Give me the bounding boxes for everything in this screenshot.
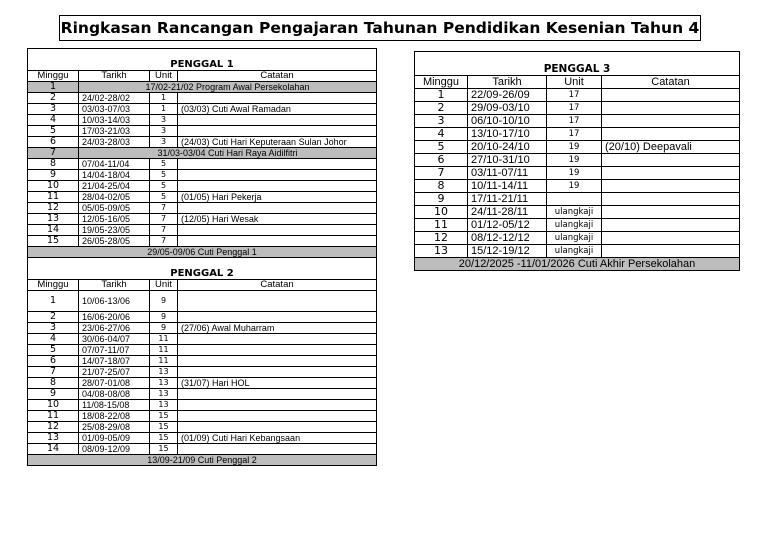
unit-cell: 11 (150, 356, 178, 367)
unit-cell: 13 (150, 378, 178, 389)
header-note: Catatan (178, 280, 377, 291)
week-cell: 5 (28, 345, 79, 356)
note-cell (178, 389, 377, 400)
term-title-row (28, 258, 377, 280)
table-row (28, 236, 377, 247)
table-row (415, 141, 740, 154)
note-cell (602, 193, 740, 206)
week-cell: 4 (415, 128, 468, 141)
date-cell: 08/09-12/09 (79, 444, 150, 455)
table-row (28, 356, 377, 367)
note-cell (178, 181, 377, 192)
header-week: Minggu (28, 71, 79, 82)
date-cell: 24/11-28/11 (468, 206, 547, 219)
date-cell: 07/04-11/04 (79, 159, 150, 170)
date-cell: 01/09-05/09 (79, 433, 150, 444)
week-cell: 1 (28, 291, 79, 312)
note-cell: (03/03) Cuti Awal Ramadan (178, 104, 377, 115)
term-3-table (414, 51, 740, 271)
note-cell: (20/10) Deepavali (602, 141, 740, 154)
date-cell: 17/03-21/03 (79, 126, 150, 137)
table-row (28, 400, 377, 411)
week-cell: 2 (28, 93, 79, 104)
unit-cell: 15 (150, 444, 178, 455)
note-cell (178, 291, 377, 312)
week-cell: 3 (415, 115, 468, 128)
unit-cell: 17 (547, 115, 602, 128)
table-row (28, 115, 377, 126)
header-note: Catatan (178, 71, 377, 82)
table-row (415, 167, 740, 180)
week-cell: 8 (28, 159, 79, 170)
date-cell: 28/07-01/08 (79, 378, 150, 389)
unit-cell: ulangkaji (547, 206, 602, 219)
week-cell: 10 (415, 206, 468, 219)
header-row (28, 280, 377, 291)
term-break-cell: 13/09-21/09 Cuti Penggal 2 (28, 455, 377, 466)
week-cell: 6 (415, 154, 468, 167)
week-cell: 14 (28, 225, 79, 236)
table-row (415, 180, 740, 193)
unit-cell: 19 (547, 141, 602, 154)
week-cell: 3 (28, 323, 79, 334)
term-break-row (28, 455, 377, 466)
note-cell (178, 203, 377, 214)
date-cell: 03/03-07/03 (79, 104, 150, 115)
week-cell: 12 (28, 203, 79, 214)
term-1-2-table (27, 48, 377, 466)
date-cell: 15/12-19/12 (468, 245, 547, 258)
note-cell (178, 225, 377, 236)
week-cell: 13 (415, 245, 468, 258)
week-cell: 11 (28, 411, 79, 422)
unit-cell: 7 (150, 203, 178, 214)
unit-cell: 19 (547, 167, 602, 180)
unit-cell: 5 (150, 181, 178, 192)
term-break-cell: 29/05-09/06 Cuti Penggal 1 (28, 247, 377, 258)
note-cell (602, 180, 740, 193)
unit-cell: 1 (150, 93, 178, 104)
date-cell: 03/11-07/11 (468, 167, 547, 180)
note-cell (178, 367, 377, 378)
date-cell: 24/02-28/02 (79, 93, 150, 104)
week-cell: 8 (28, 378, 79, 389)
table-row (28, 192, 377, 203)
date-cell: 21/04-25/04 (79, 181, 150, 192)
note-cell: (27/06) Awal Muharram (178, 323, 377, 334)
unit-cell: 7 (150, 214, 178, 225)
week-cell: 11 (28, 192, 79, 203)
table-row (415, 245, 740, 258)
table-row (28, 334, 377, 345)
week-cell: 12 (415, 232, 468, 245)
week-cell: 4 (28, 115, 79, 126)
unit-cell: ulangkaji (547, 219, 602, 232)
page-title: Ringkasan Rancangan Pengajaran Tahunan Pendidikan Kesenian Tahun 4 (59, 15, 701, 41)
unit-cell: ulangkaji (547, 232, 602, 245)
note-cell (602, 89, 740, 102)
note-cell (602, 167, 740, 180)
table-row (28, 389, 377, 400)
date-cell: 08/12-12/12 (468, 232, 547, 245)
note-cell (178, 334, 377, 345)
note-cell (178, 422, 377, 433)
week-cell: 10 (28, 181, 79, 192)
unit-cell: 5 (150, 170, 178, 181)
unit-cell: 19 (547, 180, 602, 193)
note-cell (602, 219, 740, 232)
date-cell: 12/05-16/05 (79, 214, 150, 225)
term-title: PENGGAL 3 (415, 52, 740, 76)
table-row (415, 193, 740, 206)
table-row (415, 128, 740, 141)
week-cell: 1 (28, 82, 79, 93)
date-cell: 10/06-13/06 (79, 291, 150, 312)
date-cell: 26/05-28/05 (79, 236, 150, 247)
date-cell: 20/10-24/10 (468, 141, 547, 154)
date-cell: 24/03-28/03 (79, 137, 150, 148)
week-cell: 13 (28, 214, 79, 225)
unit-cell: 19 (547, 154, 602, 167)
unit-cell: 3 (150, 126, 178, 137)
date-cell: 29/09-03/10 (468, 102, 547, 115)
header-date: Tarikh (468, 76, 547, 89)
date-cell: 14/07-18/07 (79, 356, 150, 367)
table-row (28, 159, 377, 170)
unit-cell: 17 (547, 128, 602, 141)
table-row (28, 444, 377, 455)
unit-cell: 13 (150, 400, 178, 411)
date-cell: 07/07-11/07 (79, 345, 150, 356)
note-cell (602, 128, 740, 141)
week-cell: 10 (28, 400, 79, 411)
header-row (415, 76, 740, 89)
table-row (28, 126, 377, 137)
date-cell: 22/09-26/09 (468, 89, 547, 102)
date-cell: 30/06-04/07 (79, 334, 150, 345)
note-cell: (24/03) Cuti Hari Keputeraan Sulan Johor (178, 137, 377, 148)
week-cell: 2 (28, 312, 79, 323)
note-cell (178, 170, 377, 181)
week-cell: 6 (28, 137, 79, 148)
week-cell: 13 (28, 433, 79, 444)
week-cell: 15 (28, 236, 79, 247)
week-cell: 3 (28, 104, 79, 115)
table-row (28, 137, 377, 148)
table-row (28, 323, 377, 334)
date-cell: 11/08-15/08 (79, 400, 150, 411)
table-row (28, 422, 377, 433)
week-cell: 6 (28, 356, 79, 367)
note-cell (178, 400, 377, 411)
week-cell: 7 (415, 167, 468, 180)
week-cell: 2 (415, 102, 468, 115)
unit-cell: 13 (150, 389, 178, 400)
table-row (28, 291, 377, 312)
note-cell: (31/07) Hari HOL (178, 378, 377, 389)
note-cell (178, 236, 377, 247)
unit-cell: 17 (547, 102, 602, 115)
date-cell: 01/12-05/12 (468, 219, 547, 232)
term-title-row (28, 49, 377, 71)
term-break-row (28, 247, 377, 258)
date-cell: 06/10-10/10 (468, 115, 547, 128)
week-cell: 12 (28, 422, 79, 433)
table-row (28, 203, 377, 214)
note-cell (602, 232, 740, 245)
note-cell (178, 345, 377, 356)
date-cell: 16/06-20/06 (79, 312, 150, 323)
table-row (28, 345, 377, 356)
table-row (415, 232, 740, 245)
date-cell: 25/08-29/08 (79, 422, 150, 433)
table-row (28, 170, 377, 181)
note-cell (178, 126, 377, 137)
date-cell: 04/08-08/08 (79, 389, 150, 400)
date-cell: 23/06-27/06 (79, 323, 150, 334)
note-cell: (01/09) Cuti Hari Kebangsaan (178, 433, 377, 444)
unit-cell: 13 (150, 367, 178, 378)
header-week: Minggu (28, 280, 79, 291)
note-cell (178, 312, 377, 323)
unit-cell: 11 (150, 334, 178, 345)
unit-cell: 15 (150, 433, 178, 444)
table-row (28, 181, 377, 192)
table-row (415, 89, 740, 102)
note-cell (602, 206, 740, 219)
note-cell: (01/05) Hari Pekerja (178, 192, 377, 203)
header-date: Tarikh (79, 71, 150, 82)
term-title-row (415, 52, 740, 76)
date-cell: 13/10-17/10 (468, 128, 547, 141)
table-row (28, 93, 377, 104)
term-title: PENGGAL 2 (28, 258, 377, 280)
note-cell (178, 93, 377, 104)
date-cell: 28/04-02/05 (79, 192, 150, 203)
header-unit: Unit (547, 76, 602, 89)
unit-cell: 9 (150, 291, 178, 312)
date-cell: 19/05-23/05 (79, 225, 150, 236)
table-row (415, 206, 740, 219)
header-unit: Unit (150, 280, 178, 291)
week-cell: 5 (415, 141, 468, 154)
week-cell: 9 (28, 389, 79, 400)
unit-cell: 7 (150, 236, 178, 247)
date-cell: 14/04-18/04 (79, 170, 150, 181)
week-cell: 14 (28, 444, 79, 455)
header-note: Catatan (602, 76, 740, 89)
term-title: PENGGAL 1 (28, 49, 377, 71)
unit-cell: ulangkaji (547, 245, 602, 258)
week-cell: 7 (28, 148, 79, 159)
unit-cell: 3 (150, 115, 178, 126)
table-row (28, 225, 377, 236)
note-cell (178, 444, 377, 455)
table-row (415, 219, 740, 232)
week-cell: 9 (28, 170, 79, 181)
note-cell (602, 115, 740, 128)
unit-cell: 15 (150, 411, 178, 422)
date-cell: 10/11-14/11 (468, 180, 547, 193)
unit-cell (547, 193, 602, 206)
date-cell: 27/10-31/10 (468, 154, 547, 167)
table-row (28, 82, 377, 93)
note-cell (178, 356, 377, 367)
unit-cell: 5 (150, 159, 178, 170)
date-cell: 17/11-21/11 (468, 193, 547, 206)
note-cell (178, 159, 377, 170)
unit-cell: 5 (150, 192, 178, 203)
table-row (415, 115, 740, 128)
date-cell: 21/07-25/07 (79, 367, 150, 378)
event-span-cell: 31/03-03/04 Cuti Hari Raya Aidilfitri (79, 148, 377, 159)
event-span-cell: 17/02-21/02 Program Awal Persekolahan (79, 82, 377, 93)
date-cell: 10/03-14/03 (79, 115, 150, 126)
date-cell: 05/05-09/05 (79, 203, 150, 214)
table-row (28, 433, 377, 444)
table-row (28, 104, 377, 115)
unit-cell: 9 (150, 323, 178, 334)
table-row (28, 148, 377, 159)
note-cell (178, 115, 377, 126)
table-row (28, 378, 377, 389)
week-cell: 11 (415, 219, 468, 232)
table-row (415, 154, 740, 167)
note-cell (602, 245, 740, 258)
table-row (28, 367, 377, 378)
unit-cell: 11 (150, 345, 178, 356)
week-cell: 8 (415, 180, 468, 193)
unit-cell: 9 (150, 312, 178, 323)
date-cell: 18/08-22/08 (79, 411, 150, 422)
note-cell: (12/05) Hari Wesak (178, 214, 377, 225)
unit-cell: 1 (150, 104, 178, 115)
header-unit: Unit (150, 71, 178, 82)
table-row (28, 214, 377, 225)
header-date: Tarikh (79, 280, 150, 291)
unit-cell: 15 (150, 422, 178, 433)
header-week: Minggu (415, 76, 468, 89)
week-cell: 9 (415, 193, 468, 206)
term-break-cell: 20/12/2025 -11/01/2026 Cuti Akhir Persekolahan (415, 258, 740, 271)
term-break-row (415, 258, 740, 271)
week-cell: 5 (28, 126, 79, 137)
table-row (28, 411, 377, 422)
note-cell (178, 411, 377, 422)
note-cell (602, 102, 740, 115)
unit-cell: 17 (547, 89, 602, 102)
unit-cell: 7 (150, 225, 178, 236)
header-row (28, 71, 377, 82)
week-cell: 7 (28, 367, 79, 378)
note-cell (602, 154, 740, 167)
table-row (28, 312, 377, 323)
week-cell: 4 (28, 334, 79, 345)
unit-cell: 3 (150, 137, 178, 148)
table-row (415, 102, 740, 115)
week-cell: 1 (415, 89, 468, 102)
